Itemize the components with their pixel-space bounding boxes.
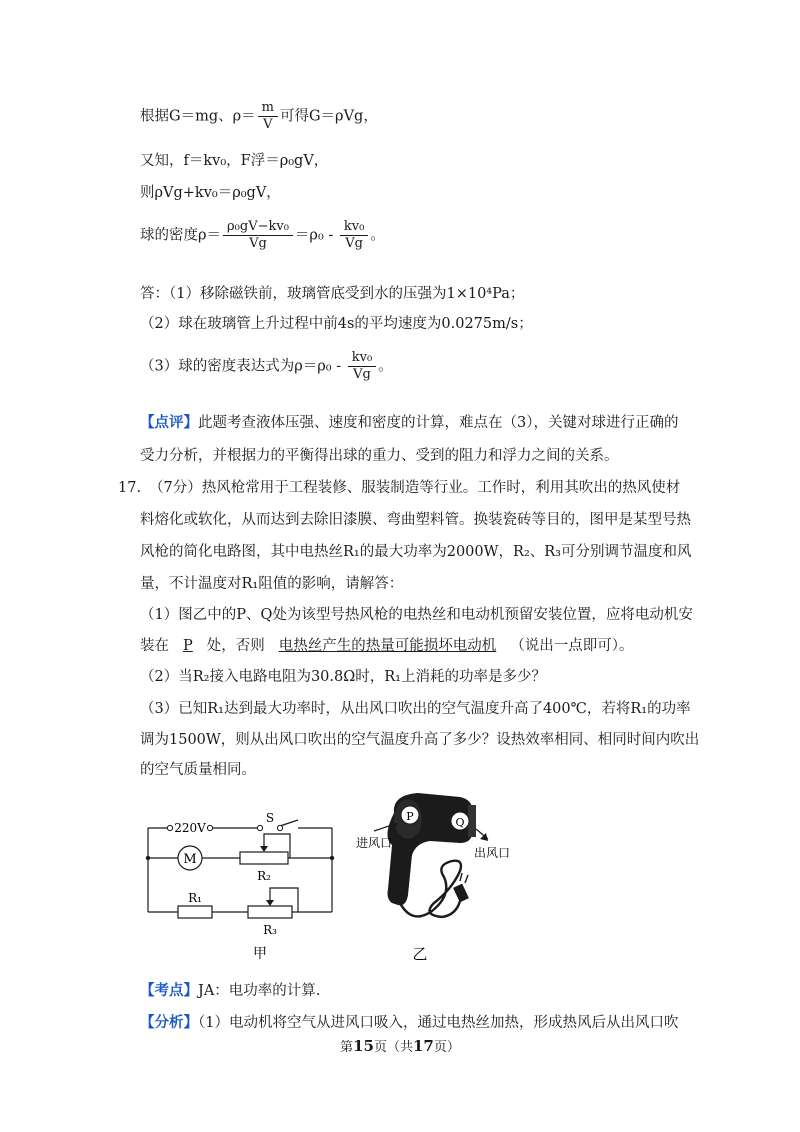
r2-label: R₂ — [257, 869, 271, 883]
voltage-label: 220V — [174, 821, 206, 835]
dryer-caption: 乙 — [412, 945, 428, 963]
page-footer — [0, 1036, 800, 1055]
denominator: Vg — [345, 236, 363, 251]
text: 处，否则 — [206, 638, 265, 654]
comment-line-2: 受力分析，并根据力的平衡得出球的重力、受到的阻力和浮力之间的关系。 — [140, 448, 619, 464]
text: 球的密度ρ＝ — [140, 227, 222, 244]
numerator: kv₀ — [340, 219, 368, 236]
numerator: ρ₀gV−kv₀ — [223, 219, 293, 236]
circuit-diagram — [140, 810, 350, 970]
text: 此题考查液体压强、速度和密度的计算，难点在（3），关键对球进行正确的 — [198, 415, 679, 431]
denominator: Vg — [353, 367, 371, 382]
fraction-density-2 — [340, 219, 368, 252]
text: （说出一点即可）。 — [510, 638, 634, 654]
kaodian-tag: 【考点】 — [140, 982, 198, 999]
q17-line-1 — [118, 478, 680, 498]
answer-blank-1: P — [183, 638, 193, 654]
answer-blank-2: 电热丝产生的热量可能损坏电动机 — [278, 638, 497, 654]
text: JA：电功率的计算. — [198, 983, 321, 999]
text: （3）球的密度表达式为ρ＝ρ₀ - — [140, 358, 346, 375]
q17-part3-line-3: 的空气质量相同。 — [140, 762, 256, 778]
q17-part3-line-1: （3）已知R₁达到最大功率时，从出风口吹出的空气温度升高了400℃，若将R₁的功率 — [140, 701, 691, 717]
text: ＝ρ₀ - — [294, 227, 338, 244]
q17-part1-line-1: （1）图乙中的P、Q处为该型号热风枪的电热丝和电动机预留安装位置，应将电动机安 — [140, 607, 693, 623]
text: （7分）热风枪常用于工程装修、服装制造等行业。工作时，利用其吹出的热风使材 — [149, 480, 681, 496]
comment-tag: 【点评】 — [140, 414, 198, 431]
heat-gun-figure — [352, 785, 522, 965]
text: 装在 — [140, 638, 169, 654]
q17-line-3: 风枪的简化电路图，其中电热丝R₁的最大功率为2000W，R₂、R₃可分别调节温度和风 — [140, 544, 692, 560]
fenxi-tag: 【分析】 — [140, 1014, 198, 1031]
q17-part2: （2）当R₂接入电路电阻为30.8Ω时，R₁上消耗的功率是多少？ — [140, 669, 546, 685]
switch-label: S — [265, 811, 275, 825]
text: （1）电动机将空气从进风口吸入，通过电热丝加热，形成热风后从出风口吹 — [198, 1015, 679, 1031]
q-label: Q — [455, 816, 465, 829]
outlet-label: 出风口 — [474, 846, 511, 860]
total-pages: 17 — [413, 1037, 434, 1055]
r1-label: R₁ — [188, 891, 202, 905]
text: 。 — [378, 358, 393, 375]
denominator: V — [263, 117, 273, 132]
q17-line-4: 量，不计温度对R₁阻值的影响，请解答： — [140, 576, 404, 592]
derivation-line-4 — [140, 219, 385, 252]
comment-line-1 — [140, 413, 678, 433]
fraction-m-over-v — [258, 100, 278, 133]
answer-2: （2）球在玻璃管上升过程中前4s的平均速度为0.0275m/s； — [140, 316, 533, 332]
kaodian-line — [140, 981, 320, 1001]
q17-line-2: 料熔化或软化，从而达到去除旧漆膜、弯曲塑料管。换装瓷砖等目的，图甲是某型号热 — [140, 512, 691, 528]
text: 根据G＝mg、ρ＝ — [140, 108, 256, 125]
fenxi-line — [140, 1013, 678, 1033]
derivation-line-3: 则ρVg+kv₀＝ρ₀gV， — [140, 185, 281, 201]
answer-3 — [140, 350, 393, 383]
denominator: Vg — [249, 236, 267, 251]
fraction-density-1 — [223, 219, 293, 252]
text: 页） — [433, 1040, 460, 1055]
page-number: 15 — [353, 1037, 374, 1055]
text: 页（共 — [373, 1040, 413, 1055]
q17-part3-line-2: 调为1500W，则从出风口吹出的空气温度升高了多少？设热效率相同、相同时间内吹出 — [140, 732, 700, 748]
text: 第 — [340, 1040, 354, 1055]
motor-label: M — [183, 852, 197, 867]
text: 。 — [370, 227, 385, 244]
question-number: 17. — [118, 480, 142, 496]
p-label: P — [406, 810, 414, 823]
fraction-answer — [348, 350, 376, 383]
r3-label: R₃ — [263, 923, 277, 937]
answer-1: 答：（1）移除磁铁前，玻璃管底受到水的压强为1×10⁴Pa； — [140, 286, 525, 302]
numerator: m — [258, 100, 278, 117]
text: 可得G＝ρVg， — [279, 108, 378, 125]
circuit-caption: 甲 — [253, 946, 267, 962]
numerator: kv₀ — [348, 350, 376, 367]
derivation-line-1 — [140, 100, 378, 133]
q17-part1-line-2 — [140, 636, 634, 656]
inlet-label: 进风口 — [356, 836, 393, 850]
derivation-line-2: 又知，f＝kv₀，F浮＝ρ₀gV， — [140, 153, 329, 169]
